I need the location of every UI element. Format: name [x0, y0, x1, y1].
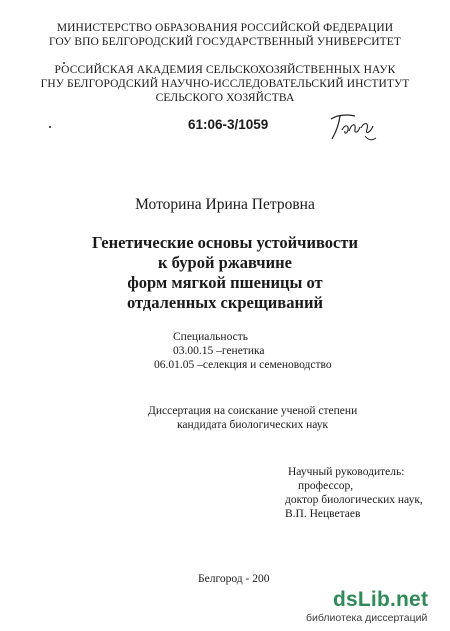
university-heading: ГОУ ВПО БЕЛГОРОДСКИЙ ГОСУДАРСТВЕННЫЙ УНИВЕРСИТЕТ [48, 36, 402, 48]
academy-heading: РОССИЙСКАЯ АКАДЕМИЯ СЕЛЬСКОХОЗЯЙСТВЕННЫХ НАУК [54, 64, 396, 76]
city-year: Белгород - 200 [198, 573, 270, 585]
scan-dot [63, 62, 65, 64]
handwritten-signature [325, 110, 380, 144]
watermark-brand: dsLib.net [333, 588, 429, 611]
dissertation-line-1: Диссертация на соискание ученой степени [148, 405, 358, 417]
supervisor-degree: доктор биологических наук, [285, 494, 423, 506]
supervisor-label: Научный руководитель: [288, 466, 405, 478]
thesis-title-line-2: к бурой ржавчине [158, 253, 292, 272]
thesis-title-line-1: Генетические основы устойчивости [92, 233, 358, 252]
supervisor-title: профессор, [298, 480, 354, 492]
supervisor-name: В.П. Нецветаев [285, 508, 361, 520]
institute-heading-line1: ГНУ БЕЛГОРОДСКИЙ НАУЧНО-ИССЛЕДОВАТЕЛЬСКИЙ ИНСТИТУТ [40, 78, 410, 90]
specialty-label: Специальность [173, 331, 248, 343]
dissertation-line-2: кандидата биологических наук [177, 419, 329, 431]
registration-code: 61:06-3/1059 [188, 117, 269, 132]
watermark-subtitle: библиотека диссертаций [306, 612, 428, 624]
author-name: Моторина Ирина Петровна [135, 196, 315, 213]
specialty-item: 06.01.05 –селекция и семеноводство [154, 359, 332, 371]
institute-heading-line2: СЕЛЬСКОГО ХОЗЯЙСТВА [155, 92, 295, 104]
thesis-title-line-3: форм мягкой пшеницы от [127, 273, 323, 292]
specialty-item: 03.00.15 –генетика [173, 345, 265, 357]
thesis-title-line-4: отдаленных скрещиваний [127, 293, 323, 312]
ministry-heading: МИНИСТЕРСТВО ОБРАЗОВАНИЯ РОССИЙСКОЙ ФЕДЕРАЦИИ [56, 22, 394, 34]
scan-dot [49, 126, 51, 128]
